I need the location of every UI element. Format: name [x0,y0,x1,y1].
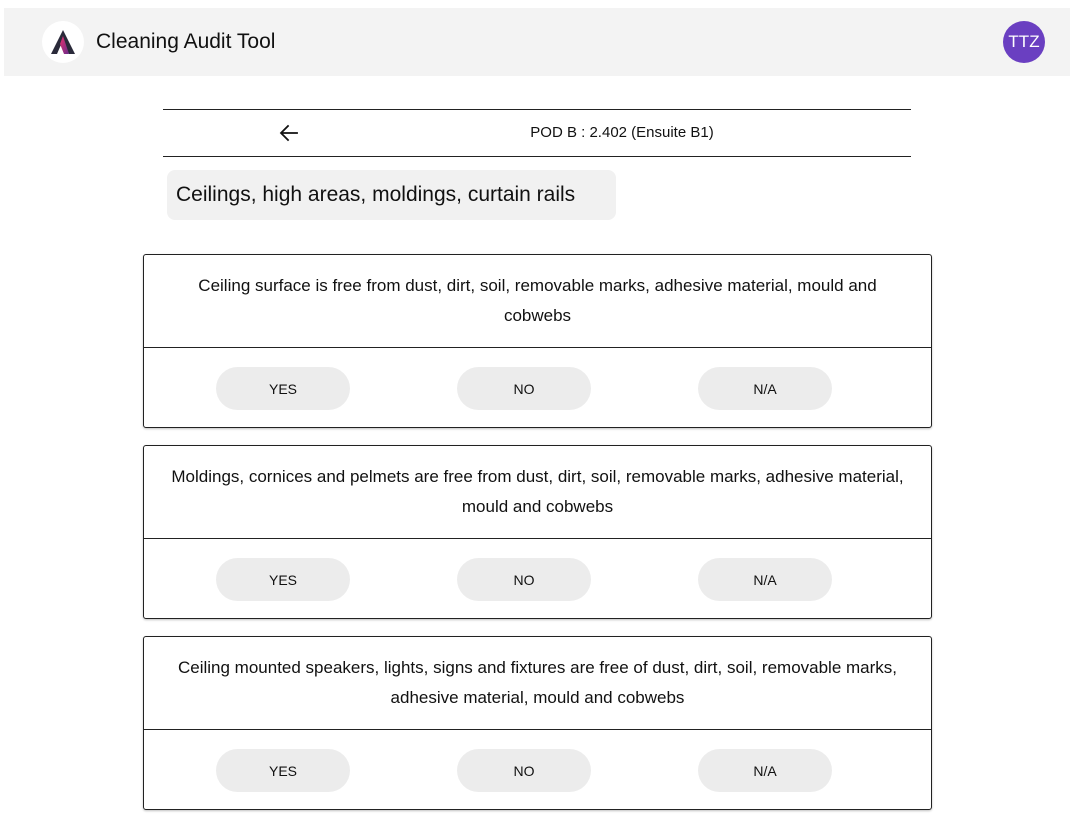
no-button[interactable]: NO [457,749,591,792]
arrow-left-icon [279,123,299,143]
question-card [143,636,932,810]
na-button[interactable]: N/A [698,558,832,601]
question-text: Ceiling mounted speakers, lights, signs and fixtures are free of dust, dirt, soil, removable marks, adhesive material, mould and cobwebs [144,637,931,730]
yes-button[interactable]: YES [216,749,350,792]
header-divider-bottom [163,156,911,157]
question-text: Ceiling surface is free from dust, dirt, soil, removable marks, adhesive material, mould and cobwebs [144,255,931,348]
yes-button[interactable]: YES [216,558,350,601]
location-title: POD B : 2.402 (Ensuite B1) [530,124,714,141]
na-button[interactable]: N/A [698,367,832,410]
app-title: Cleaning Audit Tool [96,30,276,53]
no-button[interactable]: NO [457,367,591,410]
question-text: Moldings, cornices and pelmets are free from dust, dirt, soil, removable marks, adhesive material, mould and cobwebs [144,446,931,539]
no-button[interactable]: NO [457,558,591,601]
question-card [143,445,932,619]
yes-button[interactable]: YES [216,367,350,410]
section-title: Ceilings, high areas, moldings, curtain rails [167,170,616,220]
app-bar [4,8,1070,76]
logo-icon [51,29,75,55]
na-button[interactable]: N/A [698,749,832,792]
question-card [143,254,932,428]
user-avatar[interactable]: TTZ [1003,21,1045,63]
app-logo [42,21,84,63]
header-divider-top [163,109,911,110]
back-button[interactable] [278,122,300,144]
